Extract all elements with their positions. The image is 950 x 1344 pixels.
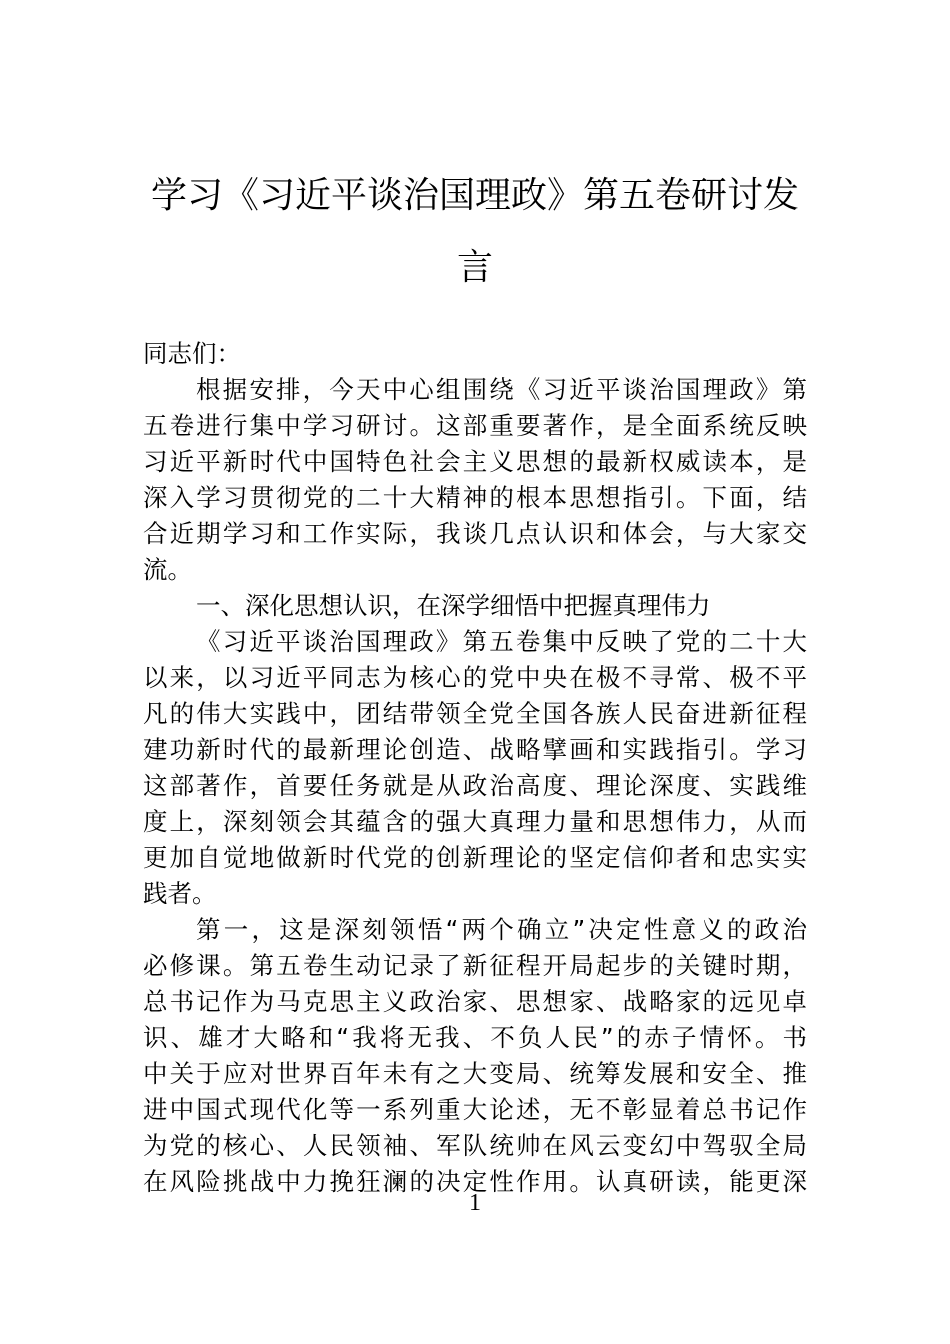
body-line: 更加自觉地做新时代党的创新理论的坚定信仰者和忠实实 [143,843,807,872]
body-line: 合近期学习和工作实际，我谈几点认识和体会，与大家交 [143,519,807,548]
body-line: 总书记作为马克思主义政治家、思想家、战略家的远见卓 [143,987,807,1016]
body-line: 这部著作，首要任务就是从政治高度、理论深度、实践维 [143,771,807,800]
body-line: 五卷进行集中学习研讨。这部重要著作，是全面系统反映 [143,411,807,440]
page-number: 1 [469,1190,481,1216]
body-line: 《习近平谈治国理政》第五卷集中反映了党的二十大 [196,627,807,656]
body-line: 建功新时代的最新理论创造、战略擘画和实践指引。学习 [143,735,807,764]
document-body [143,336,807,1200]
body-line: 深入学习贯彻党的二十大精神的根本思想指引。下面，结 [143,483,807,512]
body-line: 习近平新时代中国特色社会主义思想的最新权威读本，是 [143,447,807,476]
body-line: 同志们： [143,339,241,368]
body-line: 进中国式现代化等一系列重大论述，无不彰显着总书记作 [143,1095,807,1124]
body-line: 一、深化思想认识，在深学细悟中把握真理伟力 [196,591,711,620]
document-title [142,160,808,304]
body-line: 第一，这是深刻领悟“两个确立”决定性意义的政治 [196,915,807,944]
body-line: 度上，深刻领会其蕴含的强大真理力量和思想伟力，从而 [143,807,807,836]
body-line: 流。 [143,555,192,584]
body-line: 以来，以习近平同志为核心的党中央在极不寻常、极不平 [143,663,807,692]
title-line-2: 言 [456,247,493,288]
body-line: 凡的伟大实践中，团结带领全党全国各族人民奋进新征程 [143,699,807,728]
body-line: 识、雄才大略和“我将无我、不负人民”的赤子情怀。书 [143,1023,807,1052]
title-line-1: 学习《习近平谈治国理政》第五卷研讨发 [150,175,799,216]
body-line: 为党的核心、人民领袖、军队统帅在风云变幻中驾驭全局 [143,1131,807,1160]
body-line: 必修课。第五卷生动记录了新征程开局起步的关键时期， [143,951,807,980]
body-line: 在风险挑战中力挽狂澜的决定性作用。认真研读，能更深 [143,1167,807,1196]
body-line: 践者。 [143,879,217,908]
body-line: 根据安排，今天中心组围绕《习近平谈治国理政》第 [196,375,807,404]
body-line: 中关于应对世界百年未有之大变局、统筹发展和安全、推 [143,1059,807,1088]
